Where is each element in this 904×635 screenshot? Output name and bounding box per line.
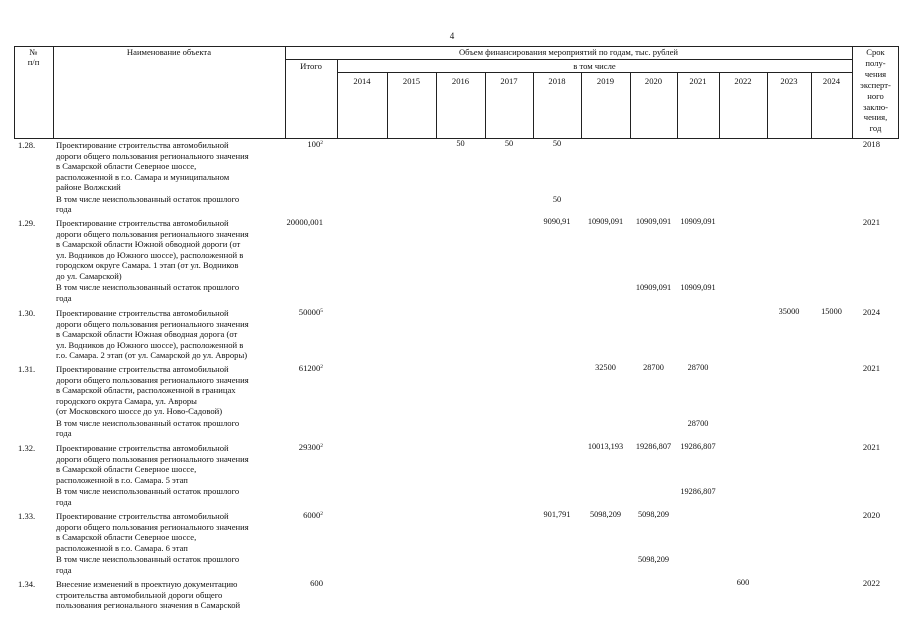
object-name-line: дороги общего пользования регионального значения — [56, 228, 249, 239]
object-name-line: до ул. Самарской) — [56, 271, 122, 281]
object-name-line: дороги общего пользования регионального значения — [56, 521, 249, 532]
header-year: 2022 — [734, 76, 752, 86]
unused-balance-line: года — [56, 564, 72, 575]
unused-balance-line: В том числе неиспользованный остаток прошлого — [56, 282, 240, 293]
year-value-2024: 15000 — [821, 307, 842, 316]
header-year: 2016 — [451, 76, 470, 86]
unused-balance-line: года — [56, 292, 72, 303]
footnote-marker: 2 — [320, 511, 323, 517]
header-year: 2015 — [402, 76, 421, 86]
year-value-2018: 901,791 — [543, 510, 571, 519]
object-name-line: г.о. Самара. 2 этап (от ул. Самарской до ул. Авроры) — [56, 350, 248, 361]
unused-balance-line: В том числе неиспользованный остаток прошлого — [56, 485, 240, 496]
object-name-line: в Самарской области Северное шоссе, — [56, 464, 197, 475]
funding-title-rule — [285, 59, 852, 60]
unused-balance-2021: 10909,091 — [680, 283, 716, 293]
footnote-marker: 2 — [320, 140, 323, 146]
year-value-2018: 50 — [552, 139, 562, 148]
unused-balance-line: В том числе неиспользованный остаток прошлого — [56, 193, 240, 204]
object-name-line: пользования регионального значения в Самарской — [56, 600, 241, 611]
column-rule — [53, 46, 54, 139]
object-name-line: Внесение изменений в проектную документацию — [56, 579, 238, 589]
object-name-line: дороги общего пользования регионального значения — [56, 453, 249, 464]
row-number: 1.30. — [18, 308, 36, 318]
row-number: 1.29. — [18, 218, 36, 228]
row-number: 1.33. — [18, 511, 36, 521]
object-name-line: Проектирование строительства автомобильной — [56, 443, 229, 453]
object-name-line: Проектирование строительства автомобильной — [56, 218, 229, 228]
row-total: 600 — [310, 578, 323, 588]
header-including: в том числе — [573, 61, 616, 71]
page-number: 4 — [449, 31, 455, 41]
row-total: 61200$^2$ — [298, 363, 323, 373]
row-term: 2018 — [862, 139, 880, 149]
object-name-line: в Самарской области Северное шоссе, — [56, 161, 197, 172]
row-term: 2021 — [862, 363, 880, 373]
unused-balance-2021: 19286,807 — [680, 486, 716, 496]
row-number: 1.34. — [18, 579, 36, 589]
column-rule — [285, 46, 286, 139]
header-year: 2019 — [596, 76, 615, 86]
row-term: 2021 — [862, 442, 880, 452]
header-year: 2014 — [353, 76, 371, 86]
header-term: Срок полу- чения эксперт- ного заклю- чения, год — [860, 47, 891, 134]
year-value-2021: 28700 — [687, 363, 709, 372]
unused-balance-line: года — [56, 428, 72, 439]
object-name-line: в Самарской области, расположенной в границах — [56, 385, 236, 396]
object-name-line: в Самарской области Северное шоссе, — [56, 532, 197, 543]
header-year: 2020 — [644, 76, 663, 86]
object-name-line: городского округа Самара, ул. Авроры — [56, 395, 197, 406]
object-name-line: строительства автомобильной дороги общего — [56, 589, 223, 600]
row-total: 20000,001 — [286, 217, 323, 227]
unused-balance-line: года — [56, 496, 72, 507]
year-value-2018: 9090,91 — [543, 217, 571, 226]
object-name-line: в Самарской области Южной обводной дороги (от — [56, 239, 241, 250]
including-rule — [337, 72, 852, 73]
year-value-2019: 5098,209 — [589, 510, 622, 519]
object-name-line: Проектирование строительства автомобильной — [56, 364, 229, 374]
object-name-line: Проектирование строительства автомобильной — [56, 511, 229, 521]
object-name-line: в Самарской области Южная обводная дорога (от — [56, 329, 238, 340]
year-value-2019: 10909,091 — [587, 217, 624, 226]
row-total: $100^2$ — [307, 139, 323, 149]
header-year: 2023 — [780, 76, 798, 86]
year-value-2023: 35000 — [778, 307, 800, 316]
header-col-number: № п/п — [27, 47, 40, 68]
row-number: 1.32. — [18, 443, 36, 453]
column-rule — [898, 46, 899, 139]
header-col-name: Наименование объекта — [126, 47, 212, 57]
row-total: 29300$^2$ — [298, 442, 323, 452]
object-name-line: ул. Водников до Южного шоссе), расположенной в — [56, 249, 244, 260]
object-name-line: расположенной в г.о. Самара. 5 этап — [56, 474, 188, 485]
header-year: 2024 — [822, 76, 841, 86]
header-year: 2021 — [689, 76, 707, 86]
header-total: Итого — [300, 61, 322, 71]
year-value-2021: 10909,091 — [680, 217, 716, 226]
object-name-line: Проектирование строительства автомобильной — [56, 140, 229, 150]
year-value-2021: 19286,807 — [680, 442, 716, 451]
header-funding-title: Объем финансирования мероприятий по годам, тыс. рублей — [458, 47, 679, 57]
row-term: 2022 — [862, 578, 880, 588]
object-name-line: городском округе Самара. 1 этап (от ул. Водников — [56, 260, 239, 271]
object-name-line: районе Волжский — [56, 182, 121, 193]
year-value-2019: 10013,193 — [587, 442, 624, 451]
year-value-2020: 28700 — [643, 363, 664, 372]
row-total: 6000$^2$ — [303, 510, 323, 520]
row-term: 2020 — [862, 510, 880, 520]
row-number: 1.31. — [18, 364, 36, 374]
unused-balance-2020: 10909,091 — [635, 283, 672, 293]
object-name-line: расположенной в г.о. Самара и муниципальном — [56, 171, 230, 182]
unused-balance-line: В том числе неиспользованный остаток прошлого — [56, 417, 240, 428]
year-value-2016: 50 — [456, 139, 465, 148]
year-value-2020: 10909,091 — [635, 217, 672, 226]
object-name-line: ул. Водников до Южного шоссе), расположенной в — [56, 339, 244, 350]
object-name-line: дороги общего пользования регионального значения — [56, 318, 249, 329]
header-year: 2017 — [500, 76, 518, 86]
unused-balance-line: В том числе неиспользованный остаток прошлого — [56, 553, 240, 564]
object-name-line: (от Московского шоссе до ул. Ново-Садовой) — [56, 406, 223, 417]
footnote-marker: 2 — [320, 364, 323, 370]
unused-balance-2020: 5098,209 — [637, 554, 670, 564]
object-name-line: расположенной в г.о. Самара. 6 этап — [56, 542, 188, 553]
row-total: 50000$^5$ — [298, 307, 323, 317]
object-name-line: дороги общего пользования регионального значения — [56, 150, 249, 161]
header-year: 2018 — [548, 76, 566, 86]
year-value-2017: 50 — [504, 139, 514, 148]
year-value-2022: 600 — [736, 578, 750, 587]
footnote-marker: 2 — [320, 443, 323, 449]
footnote-marker: 5 — [320, 308, 323, 314]
object-name-line: дороги общего пользования регионального значения — [56, 374, 249, 385]
unused-balance-line: года — [56, 204, 72, 215]
unused-balance-2021: 28700 — [687, 418, 709, 428]
year-value-2020: 19286,807 — [635, 442, 672, 451]
row-number: 1.28. — [18, 140, 36, 150]
year-value-2020: 5098,209 — [637, 510, 670, 519]
unused-balance-2018: 50 — [552, 194, 562, 204]
year-value-2019: 32500 — [595, 363, 616, 372]
object-name-line: Проектирование строительства автомобильной — [56, 308, 229, 318]
row-term: 2021 — [862, 217, 880, 227]
row-term: 2024 — [862, 307, 880, 317]
